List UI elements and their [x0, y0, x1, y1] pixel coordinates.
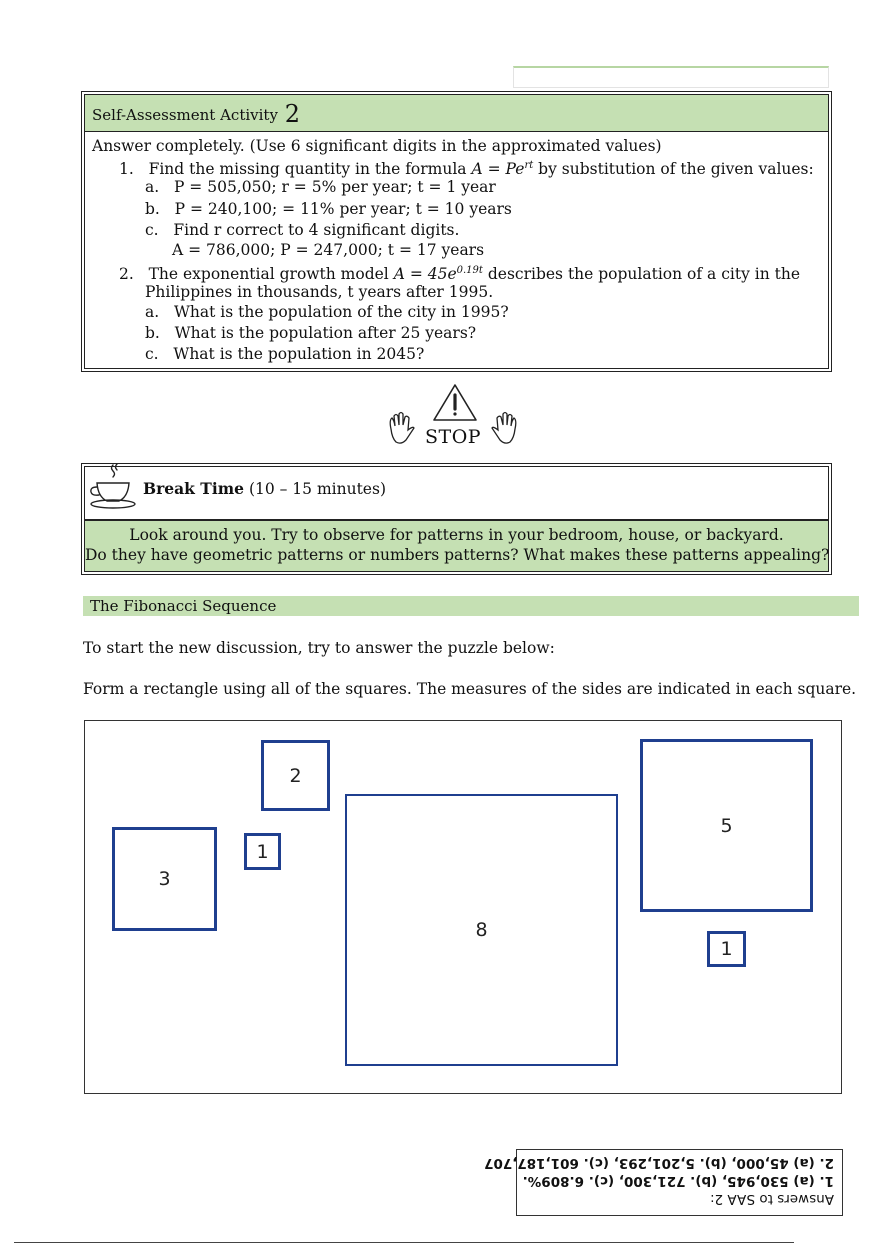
- break-time-box: [84, 466, 829, 572]
- item-1a: [145, 177, 496, 197]
- self-assessment-number: 2: [284, 100, 300, 128]
- square-1-right-label: 1: [720, 938, 733, 960]
- square-3: [112, 827, 217, 931]
- square-1-right: [707, 931, 746, 967]
- item-1: [119, 156, 814, 179]
- stop-sign: [383, 382, 523, 452]
- stop-label: STOP: [425, 426, 482, 448]
- square-5: [640, 739, 813, 912]
- instruction: Answer completely. (Use 6 significant digits in the approximated values): [92, 137, 662, 155]
- section-title: The Fibonacci Sequence: [90, 597, 277, 615]
- break-time-body: [85, 521, 828, 571]
- item-2-formula: A = 45e: [393, 265, 457, 284]
- square-1-left-label: 1: [256, 840, 269, 863]
- break-time-duration: (10 – 15 minutes): [248, 480, 386, 498]
- item-2b-label: b.: [145, 324, 160, 342]
- item-2c: [145, 344, 424, 364]
- break-time-line-2: Do they have geometric patterns or numbers patterns? What makes these patterns appealing?: [85, 546, 830, 564]
- item-1b-text: P = 240,100; = 11% per year; t = 10 years: [174, 200, 512, 218]
- item-1a-text: P = 505,050; r = 5% per year; t = 1 year: [173, 178, 496, 196]
- square-8: [345, 794, 618, 1066]
- answers-title: Answers to SAA 2:: [710, 1191, 834, 1207]
- item-1c-label: c.: [145, 221, 159, 239]
- raised-hand-left-icon: [390, 413, 414, 444]
- answers-line-1: 1. (a) 530,945, (b). 721,300, (c). 6.809%.: [522, 1173, 834, 1189]
- header-box: [513, 66, 829, 88]
- item-2-formula-exponent: 0.19t: [456, 265, 483, 276]
- square-5-label: 5: [720, 814, 733, 837]
- item-2-number: 2.: [119, 265, 134, 284]
- footer-rule: [14, 1242, 794, 1243]
- break-time-title: Break Time: [143, 479, 244, 498]
- item-1-number: 1.: [119, 160, 134, 179]
- item-2-text-after: describes the population of a city in the: [482, 265, 800, 284]
- self-assessment-box: [84, 94, 829, 369]
- square-3-label: 3: [158, 868, 171, 890]
- item-2b: [145, 323, 476, 343]
- item-1b-label: b.: [145, 200, 160, 218]
- item-2c-label: c.: [145, 345, 159, 363]
- warning-triangle-icon: [434, 385, 476, 420]
- section-header-fibonacci: [83, 596, 859, 616]
- item-1-formula: A = Pe: [471, 160, 525, 179]
- coffee-cup-icon: [87, 459, 139, 511]
- break-time-line-1: Look around you. Try to observe for patterns in your bedroom, house, or backyard.: [129, 526, 784, 544]
- answers-line-2: 2. (a) 45,000, (b). 5,201,293, (c). 601,187,707: [484, 1155, 834, 1171]
- item-2a-text: What is the population of the city in 1995?: [173, 303, 509, 321]
- item-1c-values: A = 786,000; P = 247,000; t = 17 years: [172, 241, 485, 259]
- item-2b-text: What is the population after 25 years?: [174, 324, 477, 342]
- item-2a: [145, 302, 509, 322]
- item-2: [119, 261, 800, 284]
- item-1-text: Find the missing quantity in the formula: [148, 160, 472, 179]
- item-2-text: The exponential growth model: [148, 265, 394, 284]
- intro-paragraph: To start the new discussion, try to answer the puzzle below:: [83, 639, 555, 657]
- self-assessment-title: [92, 100, 300, 128]
- break-time-header: [85, 467, 828, 521]
- raised-hand-right-icon: [492, 413, 516, 444]
- square-2-label: 2: [289, 764, 302, 787]
- square-8-label: 8: [475, 919, 488, 941]
- square-1-left: [244, 833, 281, 870]
- puzzle-instruction: Form a rectangle using all of the squares. The measures of the sides are indicated in each square.: [83, 680, 857, 698]
- squares-puzzle-figure: [84, 720, 842, 1094]
- item-1-formula-exponent: rt: [524, 160, 534, 171]
- item-1c: [145, 220, 459, 240]
- self-assessment-title-text: Self-Assessment Activity: [92, 106, 278, 124]
- item-1a-label: a.: [145, 178, 160, 196]
- item-1-text-after: by substitution of the given values:: [533, 160, 814, 179]
- item-1b: [145, 199, 512, 219]
- item-2-line2: Philippines in thousands, t years after 1995.: [145, 283, 494, 301]
- answers-box: [484, 1149, 843, 1216]
- break-time-title-line: [143, 479, 386, 498]
- self-assessment-header: [85, 95, 828, 132]
- square-2: [261, 740, 330, 811]
- item-1c-text: Find r correct to 4 significant digits.: [173, 221, 460, 239]
- item-2c-text: What is the population in 2045?: [173, 345, 425, 363]
- item-2a-label: a.: [145, 303, 160, 321]
